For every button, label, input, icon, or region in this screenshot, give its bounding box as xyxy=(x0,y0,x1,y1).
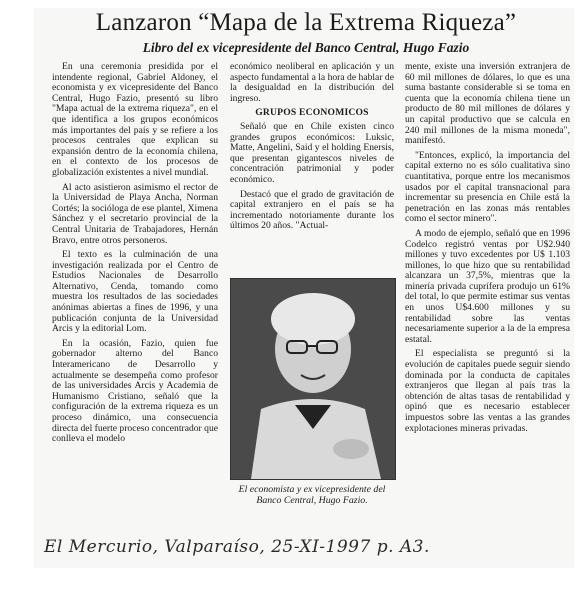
paragraph: "Entonces, explicó, la importancia del capital externo no es sólo cualitativa sino cuantitativa, porque entre los mecanismos usados por el capital transnacional para incrementar su presencia en Chile está la penetración en las zonas más rentables como el sector minero". xyxy=(405,149,570,225)
headline: Lanzaron “Mapa de la Extrema Riqueza” xyxy=(95,9,517,36)
paragraph: A modo de ejemplo, señaló que en 1996 Codelco registró ventas por U$2.940 millones y tuvo excedentes por U$ 1.103 millones, lo que hizo que su rentabilidad alcanzara un 37,5%, mientras que la minería privada cuprífera produjo un 61% del total, lo que permite estimar sus ventas en unos U$4.600 millones y su rentabilidad sobre las ventas necesariamente superior a la de la empresa estatal. xyxy=(405,227,570,345)
portrait-photo-graphic xyxy=(231,279,395,479)
paragraph: El especialista se preguntó si la evolución de capitales puede seguir siendo dominada por la conducta de capitales extranjeros que llegan al país tras la obtención de altas tasas de rentabilidad y opinó que es necesario establecer impuestos sobre las ventas a las grandes explotaciones mineras privadas. xyxy=(405,348,570,434)
column-3 xyxy=(405,62,570,438)
subheadline: Libro del ex vicepresidente del Banco Central, Hugo Fazio xyxy=(142,40,470,55)
photo-caption: El economista y ex vicepresidente del Banco Central, Hugo Fazio. xyxy=(238,484,386,506)
section-heading: GRUPOS ECONOMICOS xyxy=(255,107,369,119)
paragraph: mente, existe una inversión extranjera de 60 mil millones de dólares, lo que es una suma bastante considerable si se toma en cuenta que la economía chilena tiene un producto de 80 mil millones de dólares y un capital productivo que se calcula en 240 mil millones de la misma moneda", manifestó. xyxy=(405,61,570,147)
column-1 xyxy=(52,62,218,449)
paragraph: Señaló que en Chile existen cinco grandes grupos económicos: Luksic, Matte, Angelini, Said y el holding Enersis, que presentan gigantescos niveles de concentración patrimonial y poder económico. xyxy=(230,120,394,185)
paragraph: económico neoliberal en aplicación y un aspecto fundamental a la hora de hablar de la desigualdad en la distribución del ingreso. xyxy=(230,61,394,104)
column-2 xyxy=(230,62,394,236)
paragraph: En una ceremonia presidida por el intendente regional, Gabriel Aldoney, el economista y ex vicepresidente del Banco Central, Hugo Fazio, presentó su libro "Mapa actual de la extrema riqueza", en el que identifica a los grupos económicos más importantes del país y se refiere a los procesos centrales que explican su expansión dentro de la economía chilena, en el contexto de los procesos de globalización existentes a nivel mundial. xyxy=(52,61,218,178)
paragraph: El texto es la culminación de una investigación realizada por el Centro de Estudios Nacionales de Desarrollo Alternativo, Cenda, tomando como muestra los resultados de las sociedades anónimas abiertas a fines de 1996, y una publicación conjunta de la Universidad Arcis y la editorial Lom. xyxy=(52,249,218,335)
handwritten-source-note: El Mercurio, Valparaíso, 25-XI-1997 p. A3. xyxy=(44,537,430,557)
portrait-photo xyxy=(230,278,396,480)
paragraph: Destacó que el grado de gravitación de capital extranjero en el país se ha incrementado notoriamente durante los últimos 20 años. "Actual- xyxy=(230,188,394,232)
paragraph: En la ocasión, Fazio, quien fue gobernador alterno del Banco Interamericano de Desarrollo y actualmente se desempeña como profesor de las universidades Arcis y Academia de Humanismo Cristiano, señaló que la configuración de la extrema riqueza es un proceso dinámico, una consecuencia directa del fuerte proceso concentrador que conlleva el modelo xyxy=(52,337,218,445)
paragraph: Al acto asistieron asimismo el rector de la Universidad de Playa Ancha, Norman Cortés; la socióloga de ese plantel, Ximena Sánchez y el secretario provincial de la Central Unitaria de Trabajadores, Hernán Bravo, entre otros personeros. xyxy=(52,181,218,246)
